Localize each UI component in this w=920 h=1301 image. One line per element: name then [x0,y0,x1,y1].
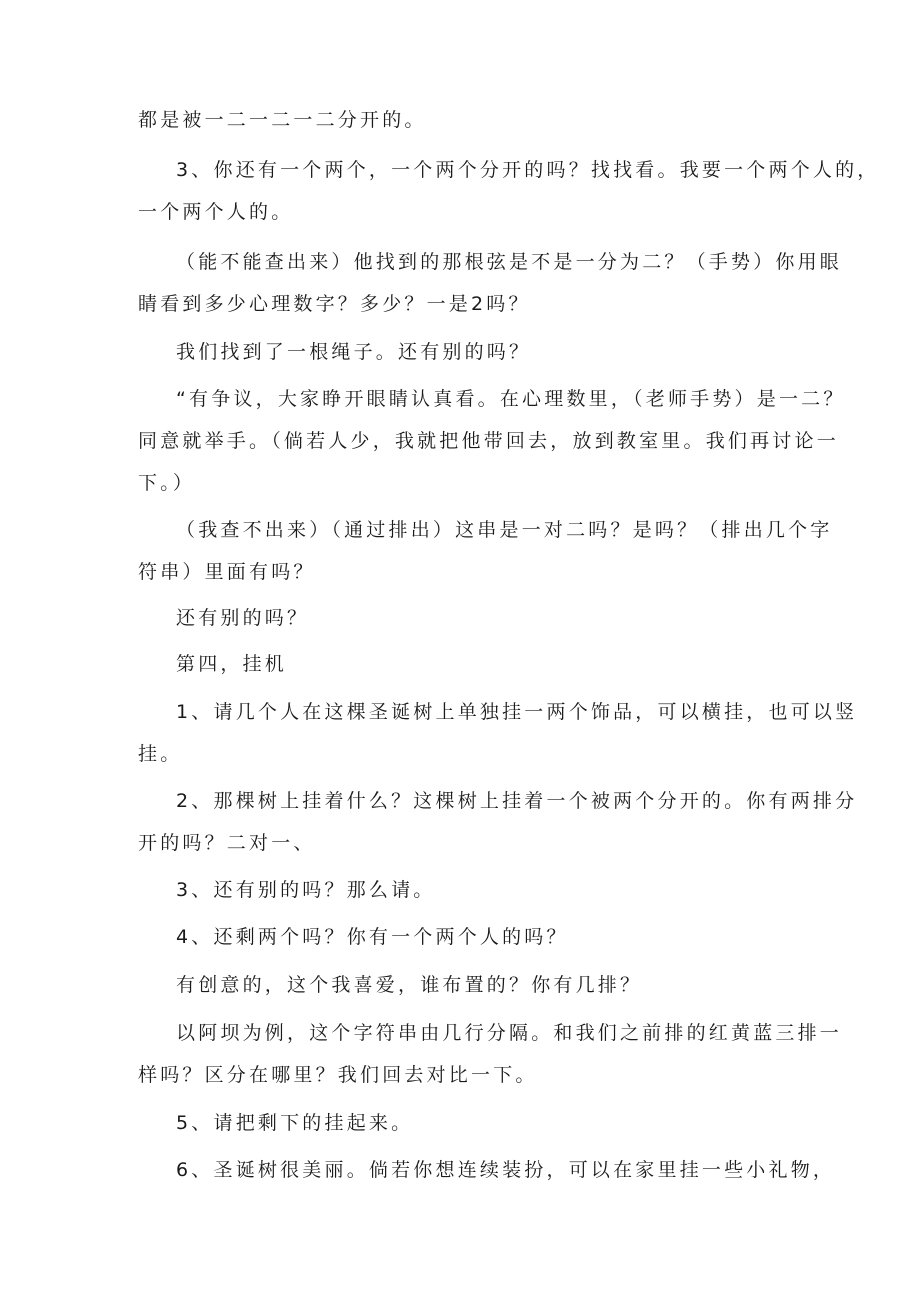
text-line: 3、你还有一个两个，一个两个分开的吗？找找看。我要一个两个人的， [176,159,880,181]
text-line: 同意就举手。（倘若人少，我就把他带回去，放到教室里。我们再讨论一 [138,430,839,452]
text-line: （能不能查出来）他找到的那根弦是不是一分为二？（手势）你用眼 [176,251,843,273]
text-line: 还有别的吗？ [176,607,310,629]
text-line: 5、请把剩下的挂起来。 [176,1112,414,1134]
text-line: 4、还剩两个吗？你有一个两个人的吗？ [176,926,569,948]
text-line: 2、那棵树上挂着什么？这棵树上挂着一个被两个分开的。你有两排分 [176,790,858,812]
text-line: “有争议，大家睁开眼睛认真看。在心理数里，（老师手势）是一二？ [176,388,846,410]
text-line: 挂。 [138,743,183,765]
text-line: 都是被一二一二一二分开的。 [138,109,427,131]
text-line: 有创意的，这个我喜爱，谁布置的？你有几排？ [176,974,643,996]
text-line: 开的吗？二对一、 [138,832,316,854]
text-line: 6、圣诞树很美丽。倘若你想连续装扮，可以在家里挂一些小礼物， [176,1159,836,1181]
text-line: 1、请几个人在这棵圣诞树上单独挂一两个饰品，可以横挂，也可以竖 [176,701,858,723]
text-line: （我查不出来）（通过排出）这串是一对二吗？是吗？（排出几个字 [176,519,833,541]
text-line: 第四，挂机 [176,653,288,675]
text-line: 睛看到多少心理数字？多少？一是2吗？ [138,293,531,315]
text-line: 一个两个人的。 [138,201,294,223]
text-line: 3、还有别的吗？那么请。 [176,879,436,901]
text-line: 样吗？区分在哪里？我们回去对比一下。 [138,1064,538,1086]
text-line: 以阿坝为例，这个字符串由几行分隔。和我们之前排的红黄蓝三排一 [176,1022,843,1044]
text-line: 符串）里面有吗？ [138,561,316,583]
text-line: 我们找到了一根绳子。还有别的吗？ [176,341,532,363]
text-line: 下。） [138,472,196,494]
